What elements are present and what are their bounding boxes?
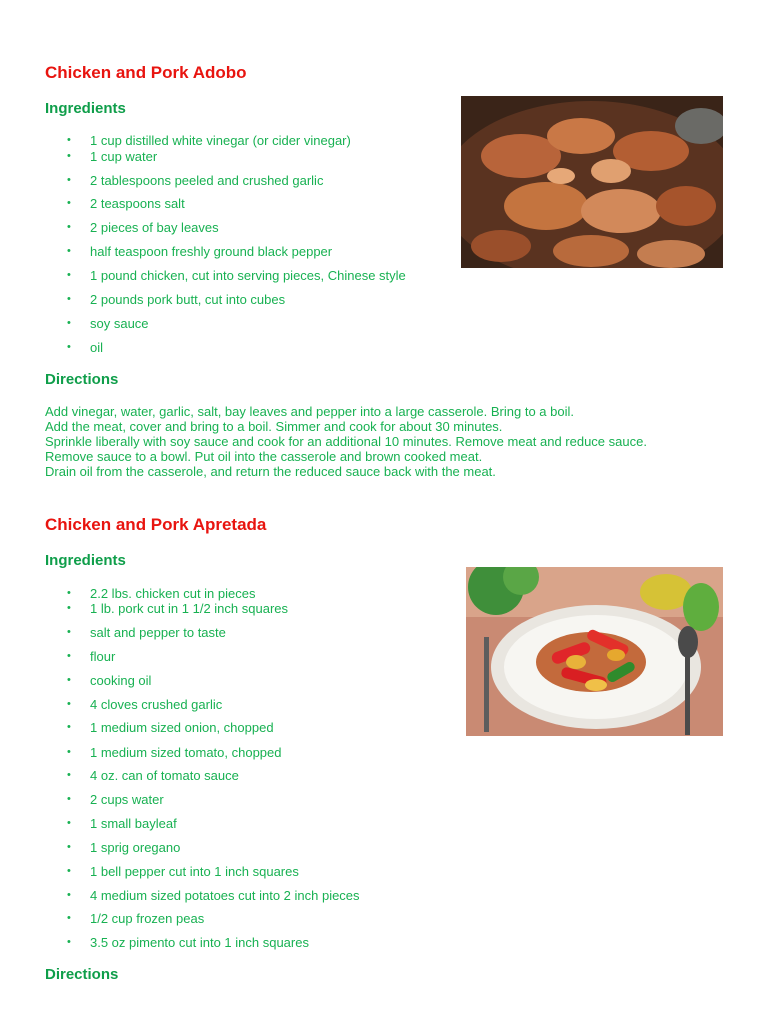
direction-step: Sprinkle liberally with soy sauce and cook for an additional 10 minutes. Remove meat and reduce sauce. [45,434,647,449]
bullet: • [67,889,71,901]
bullet: • [67,197,71,209]
direction-step: Drain oil from the casserole, and return the reduced sauce back with the meat. [45,464,496,479]
directions-heading: Directions [45,371,119,388]
bullet: • [67,769,71,781]
bullet: • [67,317,71,329]
ingredient-text: 1 bell pepper cut into 1 inch squares [90,864,299,879]
ingredient-text: 1 medium sized tomato, chopped [90,745,282,760]
bullet: • [67,293,71,305]
bullet: • [67,650,71,662]
ingredient-text: 1 small bayleaf [90,816,177,831]
ingredient-text: 1 cup water [90,149,158,164]
bullet: • [67,674,71,686]
ingredient-text: 4 oz. can of tomato sauce [90,768,239,783]
directions-heading: Directions [45,966,119,983]
recipe-title: Chicken and Pork Apretada [45,515,267,534]
bullet: • [67,865,71,877]
recipe-title: Chicken and Pork Adobo [45,63,247,82]
ingredient-text: 2.2 lbs. chicken cut in pieces [90,586,256,601]
ingredient-text: 2 pounds pork butt, cut into cubes [90,292,286,307]
direction-step: Remove sauce to a bowl. Put oil into the casserole and brown cooked meat. [45,449,483,464]
ingredient-text: 1 cup distilled white vinegar (or cider vinegar) [90,133,351,148]
bullet: • [67,341,71,353]
ingredients-heading: Ingredients [45,552,126,569]
ingredient-text: soy sauce [90,316,149,331]
bullet: • [67,841,71,853]
bullet: • [67,602,71,614]
bullet: • [67,936,71,948]
adobo-photo [461,96,723,268]
bullet: • [67,626,71,638]
ingredient-text: 2 tablespoons peeled and crushed garlic [90,173,324,188]
bullet: • [67,746,71,758]
bullet: • [67,269,71,281]
ingredient-text: half teaspoon freshly ground black pepper [90,244,333,259]
ingredient-text: 1/2 cup frozen peas [90,911,205,926]
directions-text [45,404,705,479]
bullet: • [67,245,71,257]
ingredient-text: 2 cups water [90,792,164,807]
apretada-photo [466,567,723,736]
ingredient-text: cooking oil [90,673,152,688]
ingredient-text: 3.5 oz pimento cut into 1 inch squares [90,935,309,950]
bullet: • [67,793,71,805]
bullet: • [67,150,71,162]
ingredient-text: 4 medium sized potatoes cut into 2 inch pieces [90,888,360,903]
bullet: • [67,721,71,733]
ingredient-text: oil [90,340,104,355]
bullet: • [67,912,71,924]
ingredients-heading: Ingredients [45,100,126,117]
ingredient-text: 1 medium sized onion, chopped [90,720,274,735]
ingredient-text: flour [90,649,116,664]
bullet: • [67,698,71,710]
direction-step: Add the meat, cover and bring to a boil. Simmer and cook for about 30 minutes. [45,419,503,434]
bullet: • [67,817,71,829]
bullet: • [67,587,71,599]
ingredient-text: 1 lb. pork cut in 1 1/2 inch squares [90,601,289,616]
ingredient-text: 2 pieces of bay leaves [90,220,219,235]
bullet: • [67,174,71,186]
ingredient-text: 1 sprig oregano [90,840,181,855]
direction-step: Add vinegar, water, garlic, salt, bay leaves and pepper into a large casserole. Bring to a boil. [45,404,574,419]
ingredient-text: 2 teaspoons salt [90,196,185,211]
ingredient-text: 1 pound chicken, cut into serving pieces, Chinese style [90,268,406,283]
bullet: • [67,221,71,233]
bullet: • [67,134,71,146]
ingredient-text: 4 cloves crushed garlic [90,697,223,712]
ingredient-text: salt and pepper to taste [90,625,226,640]
